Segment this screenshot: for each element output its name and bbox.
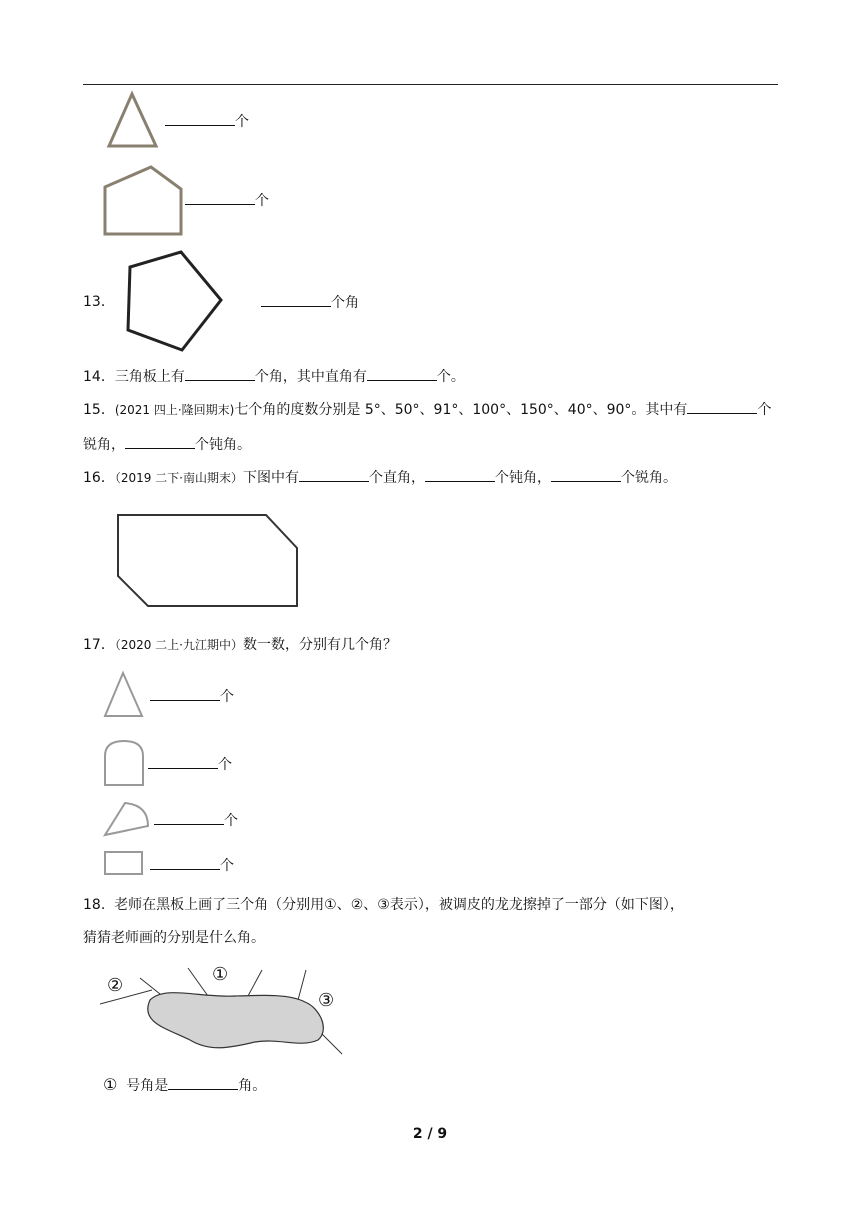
q17-blank-4[interactable]	[150, 855, 220, 870]
q17: 17．（2020 二上·九江期中）数一数，分别有几个角？	[83, 637, 397, 653]
triangle-figure	[109, 94, 156, 146]
q18-label-2: ②	[107, 975, 124, 996]
q16-hexagon-figure	[118, 515, 297, 606]
q16-blank-3[interactable]	[551, 467, 621, 482]
q17-blank-2[interactable]	[148, 754, 218, 769]
q13-number: 13．	[83, 294, 115, 310]
triangle-answer: 个	[165, 111, 249, 131]
q17-answer-3: 个	[154, 810, 238, 830]
q17-answer-1: 个	[150, 686, 234, 706]
q17-rectangle-figure	[105, 852, 142, 874]
q16-blank-2[interactable]	[425, 467, 495, 482]
q17-answer-4: 个	[150, 855, 234, 875]
q18-label-3: ③	[318, 990, 335, 1011]
q15-line-1: 15．(2021 四上·隆回期末)七个角的度数分别是 5°、50°、91°、100°、150°、40°、90°。其中有 个	[83, 399, 771, 419]
q18-line-1: 18. 老师在黑板上画了三个角（分别用①、②、③表示），被调皮的龙龙擦掉了一部分（如下图），	[83, 897, 684, 913]
q17-arch-figure	[105, 741, 143, 785]
house-answer-blank[interactable]	[185, 190, 255, 205]
q14-blank-2[interactable]	[367, 366, 437, 381]
q13-answer-blank[interactable]	[261, 292, 331, 307]
q15-blank-1[interactable]	[687, 399, 757, 414]
q16: 16．（2019 二下·南山期末）下图中有 个直角， 个钝角， 个锐角。	[83, 467, 677, 487]
q13-answer: 个角	[261, 292, 359, 312]
page-number: 2 / 9	[412, 1126, 448, 1142]
q15-blank-2[interactable]	[125, 434, 195, 449]
q18-label-1: ①	[212, 964, 229, 985]
q17-answer-2: 个	[148, 754, 232, 774]
q17-fan-figure	[105, 803, 148, 835]
q17-triangle-figure	[105, 673, 142, 716]
triangle-answer-blank[interactable]	[165, 111, 235, 126]
house-pentagon-figure	[105, 167, 181, 234]
q15-line-2: 锐角， 个钝角。	[83, 434, 251, 454]
q18-blank-1[interactable]	[168, 1075, 238, 1090]
q17-blank-3[interactable]	[154, 810, 224, 825]
q17-blank-1[interactable]	[150, 686, 220, 701]
q16-blank-1[interactable]	[299, 467, 369, 482]
q18-line-2: 猜猜老师画的分别是什么角。	[83, 930, 265, 946]
house-answer: 个	[185, 190, 269, 210]
regular-pentagon-figure	[128, 252, 221, 350]
q18-sub-1: ① 号角是 角。	[103, 1075, 267, 1094]
q14-blank-1[interactable]	[185, 366, 255, 381]
q14: 14．三角板上有 个角，其中直角有 个。	[83, 366, 465, 386]
